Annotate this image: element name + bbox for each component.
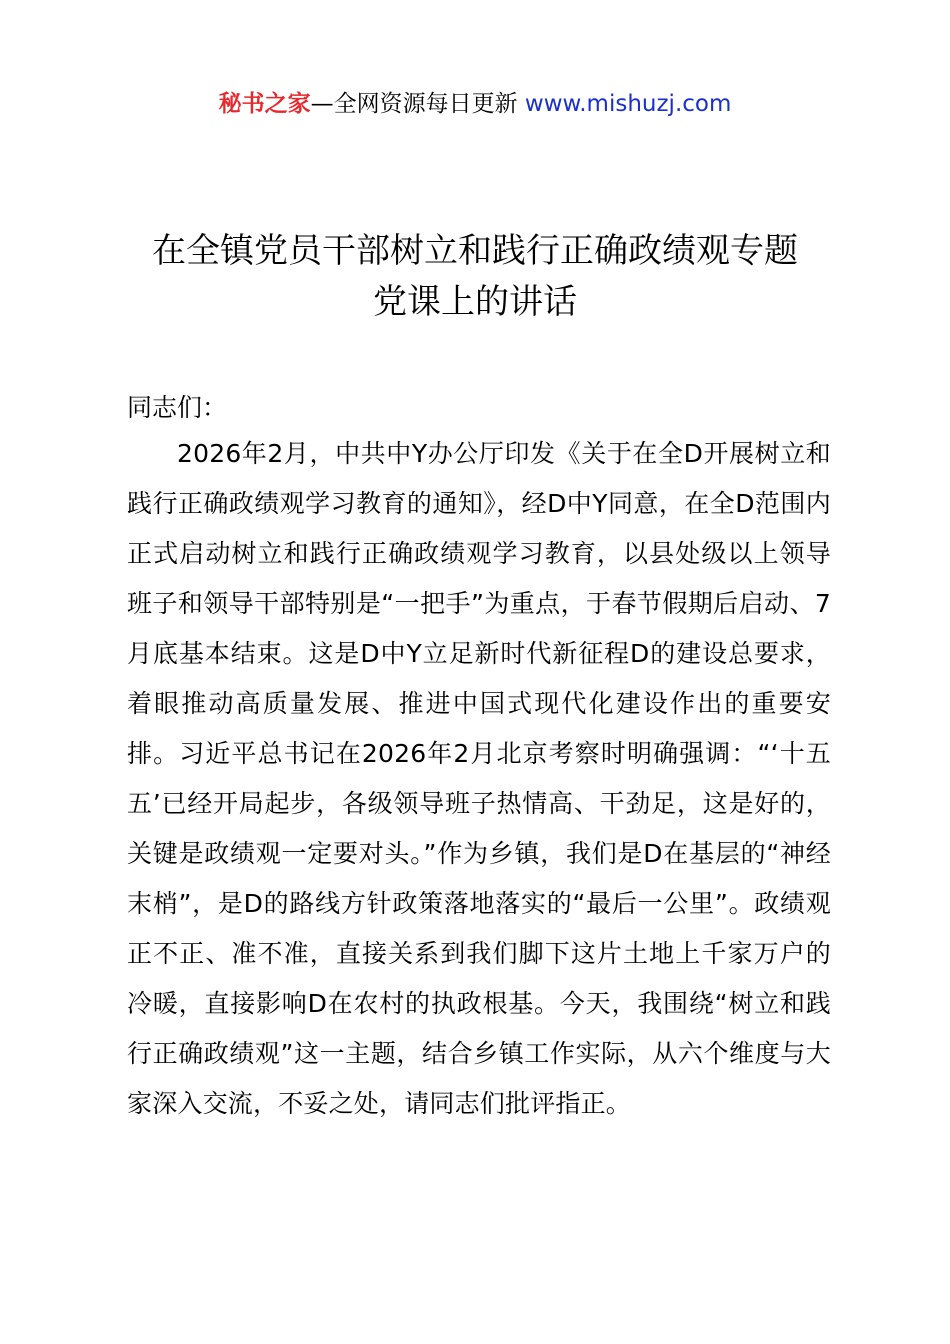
document-title <box>120 226 830 328</box>
title-line-1: 在全镇党员干部树立和践行正确政绩观专题 <box>152 231 798 271</box>
site-header <box>0 86 950 122</box>
brand-name: 秘书之家 <box>218 91 311 117</box>
salutation: 同志们： <box>127 393 228 422</box>
site-url-link[interactable]: www.mishuzj.com <box>524 91 732 117</box>
body-paragraph: 2026年2月，中共中Y办公厅印发《关于在全D开展树立和践行正确政绩观学习教育的通知》，经D中Y同意，在全D范围内正式启动树立和践行正确政绩观学习教育，以县处级以上领导班子和领导干部特别是“一把手”为重点，于春节假期后启动、7月底基本结束。这是D中Y立足新时代新征程D的建设总要求，着眼推动高质量发展、推进中国式现代化建设作出的重要安排。习近平总书记在2026年2月北京考察时明确强调：“‘十五五’已经开局起步，各级领导班子热情高、干劲足，这是好的，关键是政绩观一定要对头。”作为乡镇，我们是D在基层的“神经末梢”，是D的路线方针政策落地落实的“最后一公里”。政绩观正不正、准不准，直接关系到我们脚下这片土地上千家万户的冷暖，直接影响D在农村的执政根基。今天，我围绕“树立和践行正确政绩观”这一主题，结合乡镇工作实际，从六个维度与大家深入交流，不妥之处，请同志们批评指正。 <box>127 439 831 1118</box>
header-slogan: —全网资源每日更新 <box>310 91 525 117</box>
title-line-2: 党课上的讲话 <box>373 282 577 322</box>
